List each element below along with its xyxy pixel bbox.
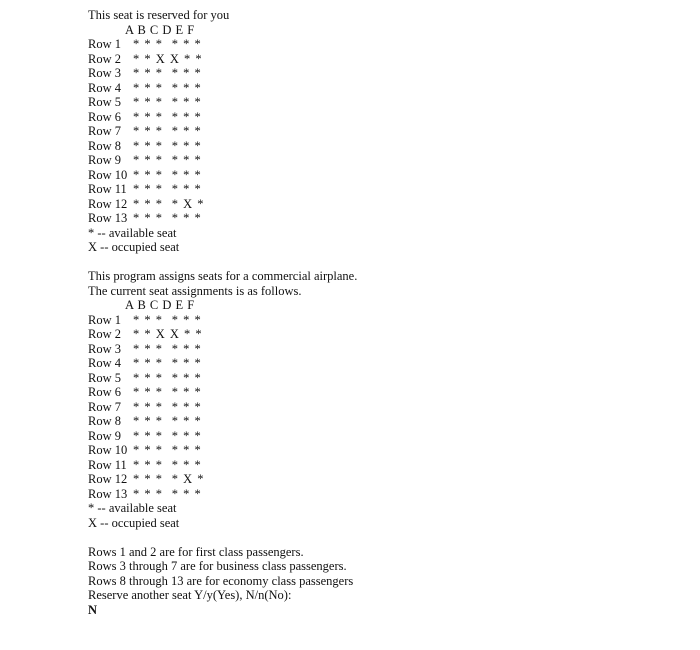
row-seats: * * * * X *: [133, 472, 205, 486]
seat-row: [88, 313, 648, 328]
row-seats: * * * * * *: [133, 399, 202, 414]
row-label: Row 7: [88, 124, 121, 138]
row-label: Row 8: [88, 138, 121, 153]
program-intro: This program assigns seats for a commercial airplane.: [88, 269, 358, 283]
row-label: Row 5: [88, 95, 121, 109]
seat-row: [88, 197, 648, 212]
row-label: Row 13: [88, 211, 128, 225]
seat-row: [88, 356, 648, 371]
row-label: Row 2: [88, 51, 121, 66]
row-seats: * * * * * *: [133, 37, 202, 51]
seat-row: [88, 342, 648, 357]
console-output: [88, 8, 648, 617]
row-label: Row 1: [88, 37, 121, 51]
row-seats: * * * * * *: [133, 414, 202, 428]
row-seats: * * * * * *: [133, 428, 202, 443]
row-label: Row 4: [88, 80, 121, 95]
row-seats: * * * * * *: [133, 153, 202, 167]
seat-row: [88, 487, 648, 502]
row-seats: * * * * * *: [133, 182, 202, 196]
row-label: Row 7: [88, 399, 121, 414]
seat-row: [88, 371, 648, 386]
legend-available: * -- available seat: [88, 225, 177, 240]
row-seats: * * * * * *: [133, 80, 202, 95]
row-label: Row 6: [88, 385, 121, 399]
seat-column-header: A B C D E F: [125, 298, 195, 312]
seat-row: [88, 66, 648, 81]
row-seats: * * * * * *: [133, 95, 202, 109]
seat-row: [88, 124, 648, 139]
seat-row: [88, 153, 648, 168]
row-seats: * * * * * *: [133, 138, 202, 153]
row-seats: * * X X * *: [133, 51, 203, 66]
row-label: Row 5: [88, 370, 121, 385]
row-label: Row 9: [88, 428, 121, 443]
economy-class-info: Rows 8 through 13 are for economy class passengers: [88, 573, 354, 588]
seat-row: [88, 327, 648, 342]
seat-row: [88, 414, 648, 429]
row-seats: * * * * * *: [133, 66, 202, 80]
legend-available: * -- available seat: [88, 501, 177, 515]
row-label: Row 11: [88, 457, 127, 472]
row-label: Row 4: [88, 356, 121, 370]
seat-row: [88, 385, 648, 400]
seat-row: [88, 429, 648, 444]
seat-row: [88, 37, 648, 52]
legend-occupied: X -- occupied seat: [88, 515, 180, 530]
seat-row: [88, 182, 648, 197]
seat-row: [88, 458, 648, 473]
reserve-prompt: Reserve another seat Y/y(Yes), N/n(No):: [88, 588, 292, 602]
row-seats: * * * * * *: [133, 124, 202, 138]
row-label: Row 3: [88, 341, 121, 356]
seat-row: [88, 95, 648, 110]
row-seats: * * * * * *: [133, 370, 202, 385]
seat-map-1: [88, 37, 648, 226]
row-label: Row 12: [88, 472, 128, 486]
row-label: Row 13: [88, 486, 128, 501]
seat-row: [88, 52, 648, 67]
row-seats: * * * * * *: [133, 385, 202, 399]
row-seats: * * * * * *: [133, 486, 202, 501]
row-seats: * * * * X *: [133, 196, 205, 211]
seat-row: [88, 211, 648, 226]
row-label: Row 3: [88, 66, 121, 80]
row-seats: * * * * * *: [133, 312, 202, 327]
seat-row: [88, 81, 648, 96]
row-seats: * * X X * *: [133, 327, 203, 341]
reserved-message: This seat is reserved for you: [88, 8, 230, 22]
row-seats: * * * * * *: [133, 356, 202, 370]
seat-row: [88, 443, 648, 458]
row-label: Row 1: [88, 312, 121, 327]
row-seats: * * * * * *: [133, 167, 202, 182]
row-label: Row 12: [88, 196, 128, 211]
legend-occupied: X -- occupied seat: [88, 240, 180, 254]
seat-row: [88, 110, 648, 125]
row-label: Row 10: [88, 443, 128, 457]
row-seats: * * * * * *: [133, 109, 202, 124]
seat-column-header: A B C D E F: [125, 22, 195, 37]
row-label: Row 8: [88, 414, 121, 428]
business-class-info: Rows 3 through 7 are for business class passengers.: [88, 559, 347, 573]
row-label: Row 2: [88, 327, 121, 341]
seat-row: [88, 472, 648, 487]
row-seats: * * * * * *: [133, 457, 202, 472]
user-input[interactable]: N: [88, 602, 98, 617]
row-label: Row 9: [88, 153, 121, 167]
seat-row: [88, 168, 648, 183]
current-assignments-label: The current seat assignments is as follows.: [88, 283, 302, 298]
seat-row: [88, 139, 648, 154]
seat-row: [88, 400, 648, 415]
seat-map-2: [88, 313, 648, 502]
row-seats: * * * * * *: [133, 341, 202, 356]
row-label: Row 6: [88, 109, 121, 124]
row-seats: * * * * * *: [133, 211, 202, 225]
first-class-info: Rows 1 and 2 are for first class passengers.: [88, 544, 304, 559]
row-seats: * * * * * *: [133, 443, 202, 457]
row-label: Row 11: [88, 182, 127, 196]
row-label: Row 10: [88, 167, 128, 182]
